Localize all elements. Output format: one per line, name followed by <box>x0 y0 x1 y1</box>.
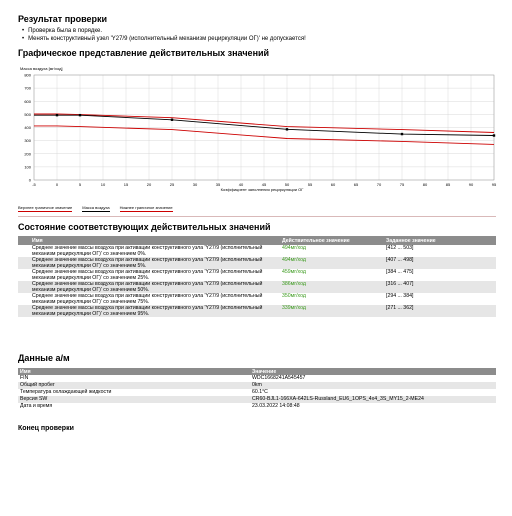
x-tick-label: 70 <box>376 182 382 187</box>
y-tick-label: 800 <box>24 72 31 78</box>
state-name: Среднее значение массы воздуха при активации конструктивного узла 'Y27/9 (исполнительный механизм рециркуляции ОГ)' со значением 95%. <box>32 305 263 317</box>
result-bullet-2: • Менять конструктивный узел 'Y27/9 (исполнительный механизм рециркуляции ОГ)' не допускается! <box>22 36 306 43</box>
state-name: Среднее значение массы воздуха при активации конструктивного узла 'Y27/9 (исполнительный механизм рециркуляции ОГ)' со значением 0%. <box>32 245 263 257</box>
states-table <box>18 236 496 317</box>
table-row <box>18 389 496 396</box>
vehicle-header-name: Имя <box>18 368 250 375</box>
state-actual: 350мг/ход <box>282 293 306 299</box>
state-target: [407 ... 498] <box>386 257 414 263</box>
state-actual: 386мг/ход <box>282 281 306 287</box>
table-row <box>18 293 496 305</box>
vehicle-field-name: Общий пробег <box>20 382 55 388</box>
x-tick-label: 65 <box>353 182 359 187</box>
chart-section-title: Графическое представление действительных значений <box>18 48 270 58</box>
states-header-target: Заданное значение <box>384 236 496 245</box>
vehicle-title: Данные а/м <box>18 353 70 363</box>
state-target: [294 ... 384] <box>386 293 414 299</box>
x-tick-label: 0 <box>55 182 59 187</box>
x-tick-label: 90 <box>468 182 474 187</box>
state-name: Среднее значение массы воздуха при активации конструктивного узла 'Y27/9 (исполнительный механизм рециркуляции ОГ)' со значением 50%. <box>32 281 263 293</box>
state-name: Среднее значение массы воздуха при активации конструктивного узла 'Y27/9 (исполнительный механизм рециркуляции ОГ)' со значением 75%. <box>32 293 263 305</box>
state-target: [412 ... 503] <box>386 245 414 251</box>
vehicle-field-value: CR60-BJL1-166XA-642LS-Russland_EU6_1OPS_4x4_3S_MY15_2-ME24 <box>252 396 424 402</box>
state-target: [316 ... 407] <box>386 281 414 287</box>
vehicle-field-value: 60.1°C <box>252 389 268 395</box>
state-name: Среднее значение массы воздуха при активации конструктивного узла 'Y27/9 (исполнительный механизм рециркуляции ОГ)' со значением 25%. <box>32 269 263 281</box>
table-row <box>18 382 496 389</box>
table-row <box>18 396 496 403</box>
x-tick-label: 30 <box>192 182 198 187</box>
states-header-name: Имя <box>18 236 280 245</box>
legend-lower-limit: Нижнее граничное значение <box>119 205 173 210</box>
state-actual: 494мг/ход <box>282 245 306 251</box>
table-row <box>18 269 496 281</box>
x-tick-label: -5 <box>32 182 36 187</box>
x-tick-label: 85 <box>445 182 451 187</box>
result-title: Результат проверки <box>18 14 108 24</box>
x-tick-label: 95 <box>491 182 497 187</box>
data-point <box>171 119 173 121</box>
x-tick-label: 60 <box>330 182 336 187</box>
air-mass-chart <box>0 62 512 198</box>
vehicle-field-value: 23.03.2022 14:08:48 <box>252 403 300 409</box>
x-tick-label: 55 <box>307 182 313 187</box>
y-tick-label: 300 <box>24 138 31 144</box>
x-tick-label: 40 <box>238 182 244 187</box>
end-label: Конец проверки <box>18 425 74 432</box>
table-row <box>18 375 496 382</box>
y-tick-label: 600 <box>24 98 31 104</box>
table-row <box>18 281 496 293</box>
x-tick-label: 20 <box>146 182 152 187</box>
y-tick-label: 700 <box>24 85 31 91</box>
y-tick-label: 100 <box>24 164 31 170</box>
data-point <box>401 133 403 135</box>
state-target: [384 ... 475] <box>386 269 414 275</box>
state-actual: 339мг/ход <box>282 305 306 311</box>
table-row <box>18 403 496 410</box>
states-title: Состояние соответствующих действительных значений <box>18 222 271 232</box>
vehicle-field-name: Дата и время <box>20 403 53 409</box>
legend-air-mass: Масса воздуха <box>82 205 110 210</box>
table-row <box>18 305 496 317</box>
vehicle-field-value: WDC1668241A545457 <box>252 375 306 381</box>
vehicle-field-name: FIN <box>20 375 29 381</box>
section-divider <box>18 216 496 217</box>
x-tick-label: 50 <box>284 182 290 187</box>
state-name: Среднее значение массы воздуха при активации конструктивного узла 'Y27/9 (исполнительный механизм рециркуляции ОГ)' со значением 5%. <box>32 257 263 269</box>
result-bullet-1: • Проверка была в порядке. <box>22 28 102 35</box>
vehicle-header-value: Значение <box>250 368 496 375</box>
x-tick-label: 25 <box>169 182 175 187</box>
state-actual: 459мг/ход <box>282 269 306 275</box>
states-header-actual: Действительное значение <box>280 236 384 245</box>
x-tick-label: 80 <box>422 182 428 187</box>
table-row <box>18 257 496 269</box>
table-row <box>18 245 496 257</box>
y-tick-label: 0 <box>28 177 31 183</box>
y-tick-label: 500 <box>24 111 31 117</box>
state-target: [271 ... 362] <box>386 305 414 311</box>
x-tick-label: 45 <box>261 182 267 187</box>
data-point <box>286 128 288 130</box>
chart-xlabel: Коэффициент заполнения рециркуляции ОГ <box>220 187 304 192</box>
y-tick-label: 400 <box>24 125 31 130</box>
vehicle-table <box>18 368 496 410</box>
data-point <box>79 114 81 116</box>
x-tick-label: 15 <box>123 182 129 187</box>
x-tick-label: 10 <box>100 182 106 187</box>
vehicle-field-name: Температура охлаждающей жидкости <box>20 389 112 395</box>
chart-ylabel: Масса воздуха [мг/ход] <box>20 66 63 71</box>
x-tick-label: 5 <box>78 182 82 187</box>
legend-upper-limit: Верхнее граничное значение <box>18 205 73 210</box>
x-tick-label: 75 <box>399 182 405 187</box>
chart-legend <box>18 205 173 212</box>
state-actual: 494мг/ход <box>282 257 306 263</box>
vehicle-field-name: Версия SW <box>20 396 48 402</box>
data-point <box>56 114 58 116</box>
vehicle-field-value: 0km <box>252 382 262 388</box>
data-point <box>493 134 495 136</box>
y-tick-label: 200 <box>24 151 31 157</box>
x-tick-label: 35 <box>215 182 221 187</box>
